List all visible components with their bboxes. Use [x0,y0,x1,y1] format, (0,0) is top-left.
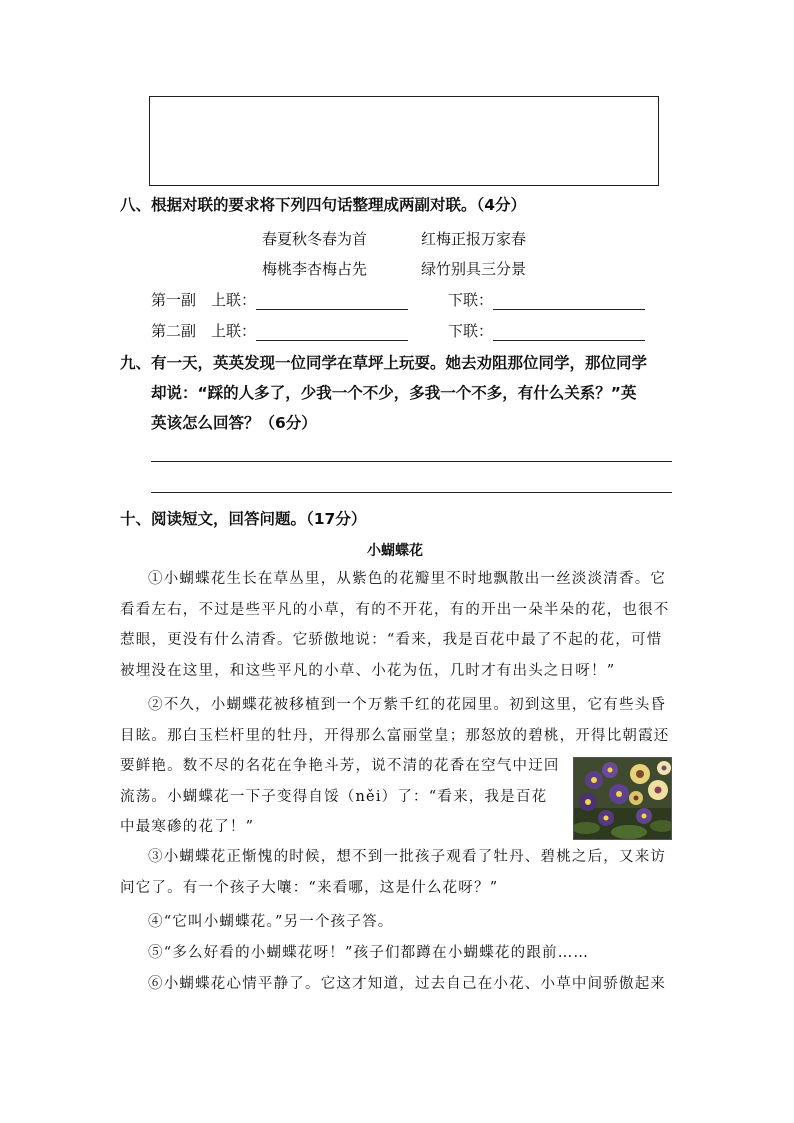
pansy-photo [573,757,672,840]
q9-answer-line-2[interactable] [151,492,672,493]
p1-line: 惹眼，更没有什么清香。它骄傲地说：“看来，我是百花中最了不起的花，可惜 [120,632,663,648]
p2-line: ②不久，小蝴蝶花被移植到一个万紫千红的花园里。初到这里，它有些头昏 [148,697,667,713]
pair1-row [151,290,408,310]
pair1-lower-label: 下联： [448,291,494,309]
couplet-phrase-3: 梅桃李杏梅占先 [262,260,368,278]
paragraph-5: ⑤“多么好看的小蝴蝶花呀！”孩子们都蹲在小蝴蝶花的跟前…… [148,945,590,961]
pair1-lower-blank[interactable] [493,293,645,310]
q9-line-1: 九、有一天，英英发现一位同学在草坪上玩耍。她去劝阻那位同学，那位同学 [120,354,648,372]
q9-answer-line-1[interactable] [151,461,672,462]
couplet-phrase-1: 春夏秋冬春为首 [262,230,368,248]
p2-line: 要鲜艳。数不尽的名花在争艳斗芳，说不清的花香在空气中迂回 [120,758,560,774]
pair1-upper-blank[interactable] [256,293,408,310]
p2-line: 中最寒碜的花了！” [120,819,255,835]
p2-line: 流荡。小蝴蝶花一下子变得自馁（něi）了：“看来，我是百花 [120,788,548,805]
couplet-phrase-4: 绿竹别具三分景 [421,260,527,278]
paragraph-1 [120,564,680,686]
pair2-upper-label: 第二副 上联： [151,322,257,340]
q10-title: 十、阅读短文，回答问题。（17分） [120,510,367,528]
pair2-lower-label: 下联： [448,322,494,340]
pair1-upper-label: 第一副 上联： [151,291,257,309]
q8-title: 八、根据对联的要求将下列四句话整理成两副对联。（4分） [120,196,527,214]
p1-line: 看看左右，不过是些平凡的小草，有的不开花，有的开出一朵半朵的花，也很不 [120,601,670,618]
paragraph-6: ⑥小蝴蝶花心情平静了。它这才知道，过去自己在小花、小草中间骄傲起来 [148,976,667,992]
paragraph-3 [120,842,680,903]
p1-line: ①小蝴蝶花生长在草丛里，从紫色的花瓣里不时地飘散出一丝淡淡清香。它 [148,571,667,587]
answer-box[interactable] [149,96,659,186]
q9-line-2: 却说：“踩的人多了，少我一个不少，多我一个不多，有什么关系？”英 [151,384,637,402]
pair2-lower-blank[interactable] [493,324,645,341]
q9-line-3: 英该怎么回答？（6分） [151,414,317,432]
p3-line: 问它了。有一个孩子大嚷：“来看哪，这是什么花呀？” [120,879,499,896]
p2-line: 目眩。那白玉栏杆里的牡丹，开得那么富丽堂皇；那怒放的碧桃，开得比朝霞还 [120,727,670,744]
story-title: 小蝴蝶花 [367,543,423,559]
pair1-lower-row [448,290,645,310]
couplet-phrase-2: 红梅正报万家春 [421,230,527,248]
pair2-lower-row [448,321,645,341]
p3-line: ③小蝴蝶花正惭愧的时候，想不到一批孩子观看了牡丹、碧桃之后，又来访 [148,849,667,865]
pair2-upper-blank[interactable] [256,324,408,341]
pair2-row [151,321,408,341]
paragraph-4: ④“它叫小蝴蝶花。”另一个孩子答。 [148,914,394,930]
p1-line: 被埋没在这里，和这些平凡的小草、小花为伍，几时才有出头之日呀！” [120,662,616,679]
